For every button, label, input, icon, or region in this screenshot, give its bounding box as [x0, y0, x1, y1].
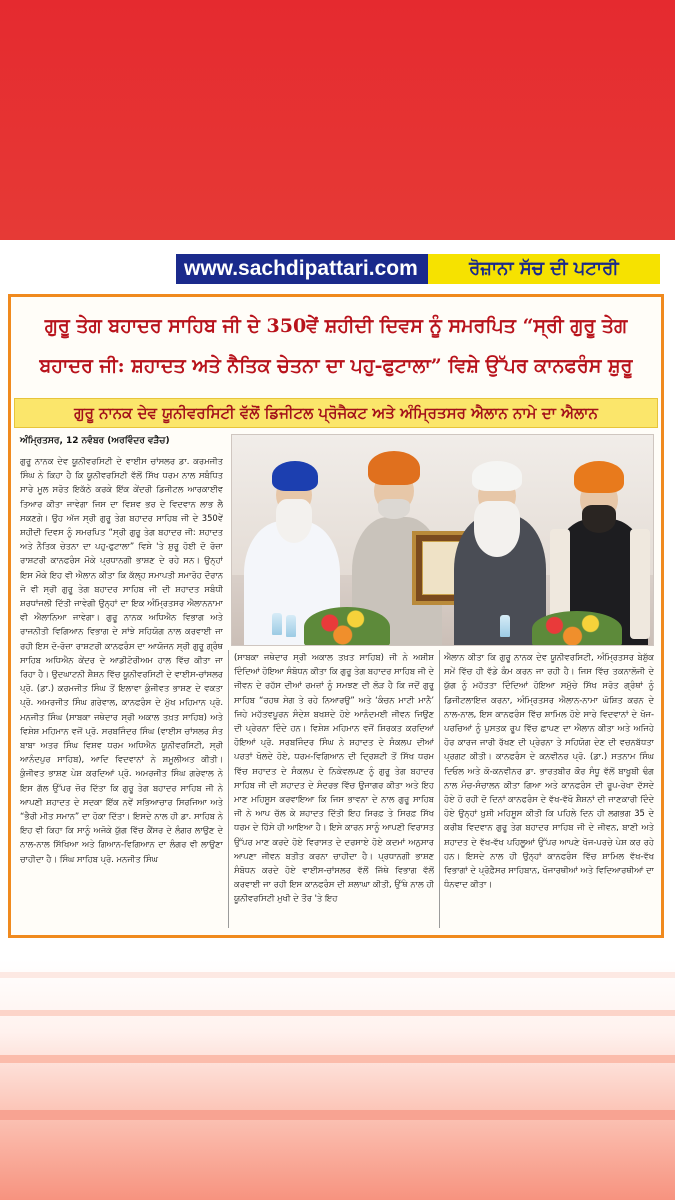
- masthead-paper-name: ਰੋਜ਼ਾਨਾ ਸੱਚ ਦੀ ਪਟਾਰੀ: [428, 254, 660, 284]
- masthead-url: www.sachdipattari.com: [176, 254, 428, 284]
- article-column-2: (ਸਾਬਕਾ ਜਥੇਦਾਰ ਸ੍ਰੀ ਅਕਾਲ ਤਖ਼ਤ ਸਾਹਿਬ) ਜੀ ਨੇ ਅਸ਼ੀਸ਼ ਦਿੰਦਿਆਂ ਹੋਇਆ ਸੰਬੋਧਨ ਕੀਤਾ ਕਿ ਗੁਰੂ ਤੇਗ ਬਹਾਦਰ ਸਾਹਿਬ ਜੀ ਦੇ ਜੀਵਨ ਦੇ ਰਹੱਸ ਦੀਆਂ ਰਮਜ਼ਾਂ ਨੂੰ ਸਮਝਣ ਦੀ ਲੋੜ ਹੈ ਕਿ ਜਦੋਂ ਗੁਰੂ ਸਾਹਿਬ “ਰਹਥ ਸੇਗ ਤੇ ਰਹੇ ਨਿਆਰਉ” ਅਤੇ ‘ਕੰਚਨ ਮਾਟੀ ਮਾਨੈ’ ਜਿਹੇ ਮਹੱਤਵਪੂਰਨ ਸੰਦੇਸ਼ ਬਖਸ਼ਦੇ ਹੋਏ ਆਨੰਦਮਈ ਜੀਵਨ ਜਿਉਣ ਦੀ ਪ੍ਰੇਰਨਾ ਦਿੰਦੇ ਹਨ। ਵਿਸ਼ੇਸ਼ ਮਹਿਮਾਨ ਵਜੋਂ ਸ਼ਿਰਕਤ ਕਰਦਿਆਂ ਹੋਇਆਂ ਪ੍ਰੋ. ਸਰਬਜਿੰਦਰ ਸਿੰਘ ਨੇ ਸ਼ਹਾਦਤ ਦੇ ਸੰਕਲਪ ਦੀਆਂ ਪਰਤਾਂ ਖੋਲਦੇ ਹੋਏ, ਧਰਮ-ਵਿਗਿਆਨ ਦੀ ਦ੍ਰਿਸ਼ਟੀ ਤੋਂ ਸਿੱਖ ਧਰਮ ਵਿੱਚ ਸ਼ਹਾਦਤ ਦੇ ਸੰਕਲਪ ਦੇ ਨਿਕੇਵਲਪਣ ਨੂੰ ਗੁਰੂ ਤੇਗ ਬਹਾਦਰ ਸਾਹਿਬ ਜੀ ਦੀ ਸ਼ਹਾਦਤ ਦੇ ਸੰਦਰਭ ਵਿੱਚ ਉਜਾਗਰ ਕੀਤਾ ਅਤੇ ਇਹ ਮਾਣ ਮਹਿਸੂਸ ਕਰਵਾਇਆ ਕਿ ਜਿਸ ਭਾਵਨਾ ਦੇ ਨਾਲ ਗੁਰੂ ਸਾਹਿਬ ਜੀ ਨੇ ਆਪ ਚੱਲ ਕੇ ਸ਼ਹਾਦਤ ਦਿੱਤੀ ਇਹ ਸਿਰਫ਼ ਤੇ ਸਿਰਫ਼ ਸਿੱਖ ਧਰਮ ਦੇ ਹਿੱਸੇ ਹੀ ਆਇਆ ਹੈ। ਇਸੇ ਕਾਰਨ ਸਾਨੂੰ ਆਪਣੀ ਵਿਰਾਸਤ ਉੱਪਰ ਮਾਣ ਕਰਦੇ ਹੋਏ ਵਿਰਾਸਤ ਦੇ ਦਰਸਾਏ ਹੋਏ ਕਦਮਾਂ ਅਨੁਸਾਰ ਆਪਣਾ ਜੀਵਨ ਬਤੀਤ ਕਰਨਾ ਚਾਹੀਦਾ ਹੈ। ਪ੍ਰਧਾਨਗੀ ਭਾਸ਼ਣ ਸੰਬੋਧਨ ਕਰਦੇ ਹੋਏ ਵਾਈਸ-ਚਾਂਸਲਰ ਵੱਲੋਂ ਜਿੱਥੇ ਵਿਭਾਗ ਵੱਲੋਂ ਕਰਵਾਈ ਜਾ ਰਹੀ ਇਸ ਕਾਨਫਰੰਸ ਦੀ ਸ਼ਲਾਘਾ ਕੀਤੀ, ਉੱਥੇ ਨਾਲ ਹੀ ਯੂਨੀਵਰਸਿਟੀ ਮੁਖੀ ਦੇ ਤੌਰ 'ਤੇ ਇਹ: [234, 652, 434, 904]
- flower-bouquet: [532, 611, 622, 646]
- column-divider: [439, 650, 440, 928]
- person-1-beard: [276, 499, 312, 543]
- person-2-beard: [378, 499, 410, 519]
- person-4-beard: [582, 505, 616, 533]
- article-subheadline: ਗੁਰੂ ਨਾਨਕ ਦੇਵ ਯੂਨੀਵਰਸਿਟੀ ਵੱਲੋਂ ਡਿਜੀਟਲ ਪ੍ਰੋਜੈਕਟ ਅਤੇ ਅੰਮ੍ਰਿਤਸਰ ਐਲਾਨ ਨਾਮੇ ਦਾ ਐਲਾਨ: [14, 398, 658, 428]
- masthead: [176, 254, 660, 284]
- person-4-shawl: [630, 529, 650, 639]
- person-3-turban: [472, 461, 522, 491]
- water-bottle: [272, 613, 282, 635]
- decor-stripe: [0, 972, 675, 978]
- article-dateline: ਅੰਮ੍ਰਿਤਸਰ, 12 ਨਵੰਬਰ (ਅਰਵਿੰਦਰ ਵੜੈਚ): [20, 436, 170, 446]
- person-2-turban: [368, 451, 420, 485]
- article-headline: ਗੁਰੂ ਤੇਗ ਬਹਾਦਰ ਸਾਹਿਬ ਜੀ ਦੇ 350ਵੇਂ ਸ਼ਹੀਦੀ ਦਿਵਸ ਨੂੰ ਸਮਰਪਿਤ “ਸ੍ਰੀ ਗੁਰੂ ਤੇਗ ਬਹਾਦਰ ਜੀ: ਸ਼ਹਾਦਤ ਅਤੇ ਨੈਤਿਕ ਚੇਤਨਾ ਦਾ ਪਹੁ-ਫੁਟਾਲਾ” ਵਿਸ਼ੇ ਉੱਪਰ ਕਾਨਫਰੰਸ ਸ਼ੁਰੂ: [39, 315, 633, 377]
- decor-stripe: [0, 1055, 675, 1063]
- top-red-band: [0, 0, 675, 240]
- person-3-beard: [474, 501, 520, 557]
- event-photo: [231, 434, 654, 646]
- flower-bouquet: [304, 607, 390, 646]
- decor-stripe: [0, 1110, 675, 1120]
- water-bottle: [286, 615, 296, 637]
- person-4-turban: [574, 461, 624, 493]
- article-column-3: ਐਲਾਨ ਕੀਤਾ ਕਿ ਗੁਰੂ ਨਾਨਕ ਦੇਵ ਯੂਨੀਵਰਸਿਟੀ, ਅੰਮ੍ਰਿਤਸਰ ਬੇਸ਼ੁੱਕ ਸਮੇਂ ਵਿੱਚ ਹੀ ਵੱਡੇ ਕੰਮ ਕਰਨ ਜਾ ਰਹੀ ਹੈ। ਜਿਸ ਵਿੱਚ ਤਕਨਾਲੋਜੀ ਦੇ ਯੁੱਗ ਨੂੰ ਮਹੱਤਤਾ ਦਿੰਦਿਆਂ ਹੋਇਆ ਸਮੁੱਚੇ ਸਿੱਖ ਸਰੋਤ ਗ੍ਰੰਥਾਂ ਨੂੰ ਡਿਜੀਟਲਾਇਜ਼ ਕਰਨਾ, ਅੰਮ੍ਰਿਤਸਰ ਐਲਾਨ-ਨਾਮਾ ਘੋਸ਼ਿਤ ਕਰਨ ਦੇ ਨਾਲ-ਨਾਲ, ਇਸ ਕਾਨਫਰੰਸ ਵਿੱਚ ਸ਼ਾਮਿਲ ਹੋਏ ਸਾਰੇ ਵਿਦਵਾਨਾਂ ਦੇ ਖੋਜ-ਪਰਚਿਆਂ ਨੂੰ ਪੁਸਤਕ ਰੂਪ ਵਿੱਚ ਛਾਪਣ ਦਾ ਐਲਾਨ ਕੀਤਾ ਅਤੇ ਅਜਿਹੇ ਹੋਰ ਕਾਰਜ ਜਾਰੀ ਰੱਖਣ ਦੀ ਪ੍ਰੇਰਨਾ ਤੇ ਸਹਿਯੋਗ ਦੇਣ ਦੀ ਵਚਨਬੱਧਤਾ ਪ੍ਰਗਟ ਕੀਤੀ। ਕਾਨਫਰੰਸ ਦੇ ਕਨਵੀਨਰ ਪ੍ਰੋ. (ਡਾ.) ਸਤਨਾਮ ਸਿੰਘ ਦਿਓਲ ਅਤੇ ਕੋ-ਕਨਵੀਨਰ ਡਾ. ਭਾਰਤਬੀਰ ਕੌਰ ਸੰਧੂ ਵੱਲੋਂ ਬਾਖੂਬੀ ਢੰਗ ਨਾਲ ਮੰਚ-ਸੰਚਾਲਨ ਕੀਤਾ ਗਿਆ ਅਤੇ ਕਾਨਫਰੰਸ ਦੀ ਰੂਪ-ਰੇਖਾ ਦੱਸਦੇ ਹੋਏ ਹੋ ਰਹੀ ਦੋ ਦਿਨਾਂ ਕਾਨਫਰੰਸ ਦੇ ਵੱਖ-ਵੱਖੋ ਸ਼ੈਸ਼ਨਾਂ ਦੀ ਜਾਣਕਾਰੀ ਦਿੰਦੇ ਹੋਏ ਉਨ੍ਹਾਂ ਖ਼ੁਸ਼ੀ ਮਹਿਸੂਸ ਕੀਤੀ ਕਿ ਪਹਿਲੇ ਦਿਨ ਹੀ ਲਗਭਗ 35 ਦੇ ਕਰੀਬ ਵਿਦਵਾਨ ਗੁਰੂ ਤੇਗ ਬਹਾਦਰ ਸਾਹਿਬ ਜੀ ਦੇ ਜੀਵਨ, ਬਾਣੀ ਅਤੇ ਸ਼ਹਾਦਤ ਦੇ ਵੱਖ-ਵੱਖ ਪਹਿਲੂਆਂ ਉੱਪਰ ਆਪਣੇ ਖੋਜ-ਪਰਚੇ ਪੇਸ਼ ਕਰ ਰਹੇ ਹਨ। ਇਸਦੇ ਨਾਲ ਹੀ ਉਨ੍ਹਾਂ ਕਾਨਫਰੰਸ ਵਿੱਚ ਸ਼ਾਮਿਲ ਵੱਖ-ਵੱਖ ਵਿਭਾਗਾਂ ਦੇ ਪ੍ਰੋਫ਼ੈਸਰ ਸਾਹਿਬਾਨ, ਖੋਜਾਰਥੀਆਂ ਅਤੇ ਵਿਦਿਆਰਥੀਆਂ ਦਾ ਧੰਨਵਾਦ ਕੀਤਾ।: [444, 652, 654, 890]
- decor-stripe: [0, 1010, 675, 1016]
- water-bottle: [500, 615, 510, 637]
- article-column-1: ਗੁਰੂ ਨਾਨਕ ਦੇਵ ਯੂਨੀਵਰਸਿਟੀ ਦੇ ਵਾਈਸ ਚਾਂਸਲਰ ਡਾ. ਕਰਮਜੀਤ ਸਿੰਘ ਨੇ ਕਿਹਾ ਹੈ ਕਿ ਯੂਨੀਵਰਸਿਟੀ ਵੱਲੋਂ ਸਿੱਖ ਧਰਮ ਨਾਲ ਸਬੰਧਿਤ ਸਾਰੇ ਮੂਲ ਸਰੋਤ ਇਕੱਠੇ ਕਰਕੇ ਇੱਕ ਕੇਂਦਰੀ ਡਿਜੀਟਲ ਆਰਕਾਈਵ ਤਿਆਰ ਕੀਤਾ ਜਾਵੇਗਾ ਜਿਸ ਦਾ ਵਿਸ਼ਵ ਭਰ ਦੇ ਵਿਦਵਾਨ ਲਾਭ ਲੈ ਸਕਣਗੇ। ਉਹ ਅੱਜ ਸ੍ਰੀ ਗੁਰੂ ਤੇਗ ਬਹਾਦਰ ਸਾਹਿਬ ਜੀ ਦੇ 350ਵੇਂ ਸ਼ਹੀਦੀ ਦਿਵਸ ਨੂੰ ਸਮਰਪਿਤ “ਸ੍ਰੀ ਗੁਰੂ ਤੇਗ ਬਹਾਦਰ ਜੀ: ਸ਼ਹਾਦਤ ਅਤੇ ਨੈਤਿਕ ਚੇਤਨਾ ਦਾ ਪਹੁ-ਫੁਟਾਲਾ” ਵਿਸ਼ੇ 'ਤੇ ਸ਼ੁਰੂ ਹੋਈ ਦੋ ਰੋਜ਼ਾ ਰਾਸ਼ਟਰੀ ਕਾਨਫਰੰਸ ਮੌਕੇ ਪ੍ਰਧਾਨਗੀ ਭਾਸ਼ਣ ਦੇ ਰਹੇ ਸਨ। ਉਨ੍ਹਾਂ ਇਸ ਮੌਕੇ ਇਹ ਵੀ ਐਲਾਨ ਕੀਤਾ ਕਿ ਕੱਲ੍ਹ ਸਮਾਪਤੀ ਸਮਾਰੋਹ ਦੌਰਾਨ ਜੋ ਵੀ ਸ੍ਰੀ ਗੁਰੂ ਤੇਗ ਬਹਾਦਰ ਸਾਹਿਬ ਜੀ ਦੀ ਸ਼ਹਾਦਤ ਸਬੰਧੀ ਸ਼ਰਧਾਂਜਲੀ ਦਿੱਤੀ ਜਾਵੇਗੀ ਉਨ੍ਹਾਂ ਦਾ ਇਕ ਅੰਮ੍ਰਿਤਸਰ ਐਲਾਨਨਾਮਾ ਵੀ ਐਲਾਨਿਆ ਜਾਵੇਗਾ। ਗੁਰੂ ਨਾਨਕ ਅਧਿਐਨ ਵਿਭਾਗ ਅਤੇ ਰਾਜਨੀਤੀ ਵਿਗਿਆਨ ਵਿਭਾਗ ਦੇ ਸਾਂਝੇ ਸਹਿਯੋਗ ਨਾਲ ਕਰਵਾਈ ਜਾ ਰਹੀ ਇਸ ਦੋ-ਰੋਜ਼ਾ ਰਾਸ਼ਟਰੀ ਕਾਨਫਰੰਸ ਦਾ ਆਯੋਜਨ ਸ੍ਰੀ ਗੁਰੂ ਗ੍ਰੰਥ ਸਾਹਿਬ ਅਧਿਐਨ ਕੇਂਦਰ ਦੇ ਆਡੀਟੋਰੀਅਮ ਹਾਲ ਵਿੱਚ ਕੀਤਾ ਜਾ ਰਿਹਾ ਹੈ। ਉਦਘਾਟਨੀ ਸ਼ੈਸ਼ਨ ਵਿੱਚ ਯੂਨੀਵਰਸਿਟੀ ਦੇ ਵਾਈਸ-ਚਾਂਸਲਰ ਪ੍ਰੋ. (ਡਾ.) ਕਰਮਜੀਤ ਸਿੰਘ ਤੋਂ ਇਲਾਵਾ ਕੁੰਜੀਵਤ ਭਾਸ਼ਣ ਦੇ ਵਕਤਾ ਪ੍ਰੋ. ਅਮਰਜੀਤ ਸਿੰਘ ਗਰੇਵਾਲ, ਕਾਨਫਰੰਸ ਦੇ ਮੁੱਖ ਮਹਿਮਾਨ ਪ੍ਰੋ. ਮਨਜੀਤ ਸਿੰਘ (ਸਾਬਕਾ ਜਥੇਦਾਰ ਸ੍ਰੀ ਅਕਾਲ ਤਖ਼ਤ ਸਾਹਿਬ) ਅਤੇ ਵਿਸ਼ੇਸ਼ ਮਹਿਮਾਨ ਵਜੋਂ ਪ੍ਰੋ. ਸਰਬਜਿੰਦਰ ਸਿੰਘ (ਵਾਈਸ ਚਾਂਸਲਰ ਸੰਤ ਬਾਬਾ ਅਤਰ ਸਿੰਘ ਵਿਸ਼ਵ ਧਰਮ ਅਧਿਐਨ ਯੂਨੀਵਰਸਿਟੀ, ਸ੍ਰੀ ਆਨੰਦਪੁਰ ਸਾਹਿਬ), ਆਦਿ ਵਿਦਵਾਨਾਂ ਨੇ ਸ਼ਮੂਲੀਅਤ ਕੀਤੀ। ਕੁੰਜੀਵਤ ਭਾਸ਼ਣ ਪੇਸ਼ ਕਰਦਿਆਂ ਪ੍ਰੋ. ਅਮਰਜੀਤ ਸਿੰਘ ਗਰੇਵਾਲ ਨੇ ਇਸ ਗੱਲ ਉੱਪਰ ਜ਼ੋਰ ਦਿੱਤਾ ਕਿ ਗੁਰੂ ਤੇਗ ਬਹਾਦਰ ਸਾਹਿਬ ਜੀ ਨੇ ਆਪਣੀ ਸ਼ਹਾਦਤ ਦੇ ਸਦਕਾ ਇੱਕ ਨਵੇਂ ਸਭਿਆਚਾਰ ਸਿਰਜਿਆ ਅਤੇ “ਭੈਰੀ ਮੀਤ ਸਮਾਨ” ਦਾ ਹੋਕਾ ਦਿੱਤਾ। ਇਸਦੇ ਨਾਲ ਹੀ ਡਾ. ਸਾਹਿਬ ਨੇ ਇਹ ਵੀ ਕਿਹਾ ਕਿ ਸਾਨੂੰ ਅਜੋਕੇ ਯੁੱਗ ਵਿੱਚ ਕੈਂਸਰ ਦੇ ਲੰਗਰ ਲਾਉਣ ਦੇ ਨਾਲ-ਨਾਲ ਸਿੱਖਿਆ ਅਤੇ ਗਿਆਨ-ਵਿਗਿਆਨ ਦਾ ਲੰਗਰ ਵੀ ਲਾਉਣਾ ਚਾਹੀਦਾ ਹੈ। ਸਿੰਘ ਸਾਹਿਬ ਪ੍ਰੋ. ਮਨਜੀਤ ਸਿੰਘ: [20, 456, 223, 864]
- person-1-turban: [272, 461, 318, 491]
- column-divider: [228, 650, 229, 928]
- bottom-gradient-band: [0, 960, 675, 1200]
